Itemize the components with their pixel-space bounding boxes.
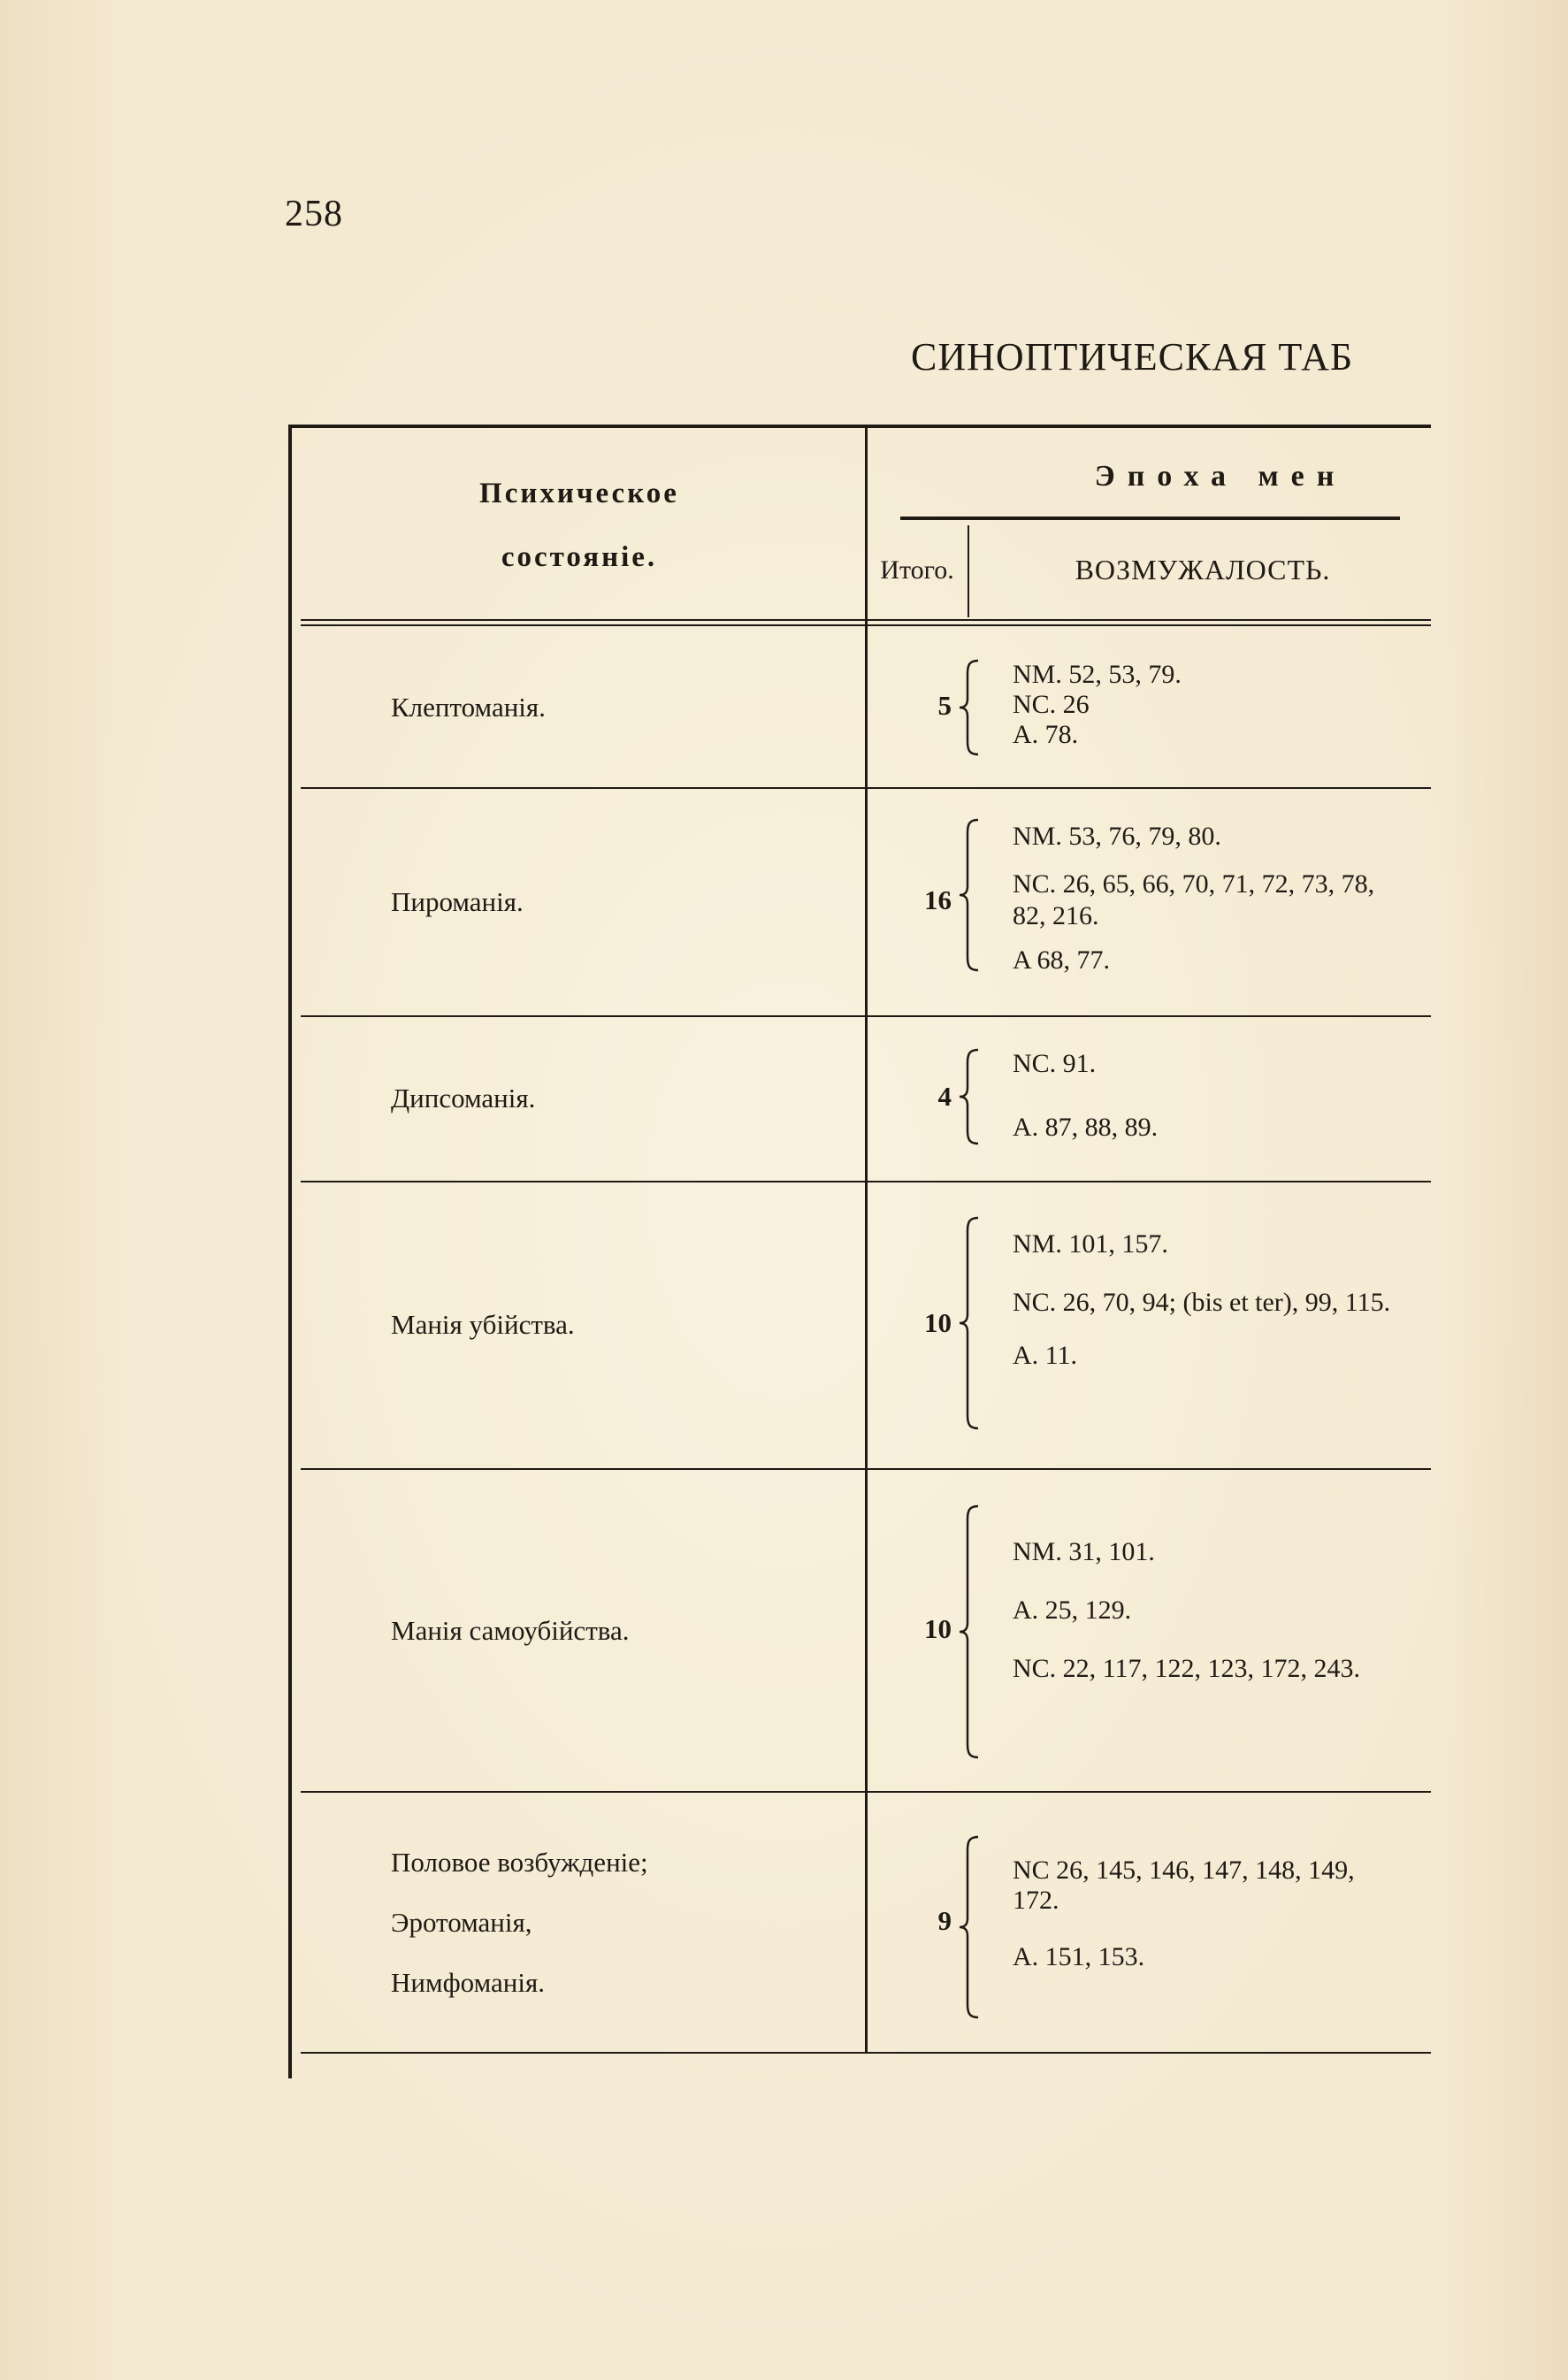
entry: A 68, 77. xyxy=(1013,945,1111,975)
entry: NC. 91. xyxy=(1013,1049,1097,1078)
table-column-divider xyxy=(865,428,868,2052)
header-mental-state-line2: состояніе. xyxy=(501,541,658,573)
entry: NC 26, 145, 146, 147, 148, 149, 172. xyxy=(1013,1856,1355,1915)
table-top-rule xyxy=(290,425,1431,428)
row-separator xyxy=(301,1791,1431,1793)
row-separator xyxy=(301,787,1431,789)
row-count: 9 xyxy=(937,1905,952,1936)
row-label: Половое возбужденіе; xyxy=(391,1847,648,1878)
entry: NM. 52, 53, 79. xyxy=(1013,660,1182,689)
row-label: Манія самоубійства. xyxy=(391,1615,630,1646)
entry: A. 78. xyxy=(1013,720,1079,749)
row-separator xyxy=(301,1015,1431,1017)
row-count: 4 xyxy=(937,1081,952,1112)
row-entries xyxy=(1013,1049,1419,1143)
brace-icon xyxy=(957,817,982,973)
page-number: 258 xyxy=(285,194,343,234)
row-separator xyxy=(301,1468,1431,1470)
row-label: Эротоманія, xyxy=(391,1907,532,1938)
entry: NC. 26, 70, 94; (bis et ter), 99, 115. xyxy=(1013,1288,1391,1317)
header-age: ВОЗМУЖАЛОСТЬ. xyxy=(1075,554,1331,585)
row-count: 10 xyxy=(924,1307,952,1338)
entry: A. 11. xyxy=(1013,1341,1078,1370)
epoch-underline xyxy=(900,517,1400,520)
entry: A. 87, 88, 89. xyxy=(1013,1113,1159,1142)
row-entries xyxy=(1013,821,1419,976)
entry: NM. 31, 101. xyxy=(1013,1537,1155,1566)
header-double-rule-a xyxy=(301,619,1431,621)
row-label: Манія убійства. xyxy=(391,1309,575,1340)
row-count: 10 xyxy=(924,1613,952,1644)
header-double-rule-b xyxy=(301,624,1431,626)
entry: A. 151, 153. xyxy=(1013,1942,1145,1971)
table-bottom-rule xyxy=(301,2052,1431,2054)
total-divider xyxy=(968,525,969,617)
running-title: СИНОПТИЧЕСКАЯ ТАБ xyxy=(911,335,1354,379)
row-separator xyxy=(301,1181,1431,1182)
table-left-rule xyxy=(288,425,292,2078)
row-count: 5 xyxy=(937,690,952,721)
entry: NC. 22, 117, 122, 123, 172, 243. xyxy=(1013,1654,1361,1683)
header-total: Итого. xyxy=(880,555,954,585)
row-entries xyxy=(1013,1229,1419,1371)
header-mental-state-line1: Психическое xyxy=(479,478,679,509)
brace-icon xyxy=(957,1215,982,1431)
entry: A. 25, 129. xyxy=(1013,1596,1132,1625)
row-entries xyxy=(1013,1856,1419,1972)
brace-icon xyxy=(957,658,982,757)
entry: NM. 101, 157. xyxy=(1013,1229,1168,1259)
brace-icon xyxy=(957,1047,982,1146)
row-label: Нимфоманія. xyxy=(391,1967,545,1998)
header-epoch: Эпоха мен xyxy=(1094,460,1347,493)
row-label: Дипсоманія. xyxy=(391,1083,536,1113)
row-count: 16 xyxy=(924,884,952,915)
entry: NC. 26, 65, 66, 70, 71, 72, 73, 78, 82, 216. xyxy=(1013,869,1375,930)
brace-icon xyxy=(957,1504,982,1760)
row-label: Пироманія. xyxy=(391,886,524,917)
row-label: Клептоманія. xyxy=(391,692,546,723)
row-entries xyxy=(1013,1537,1419,1684)
row-entries xyxy=(1013,660,1419,750)
entry: NM. 53, 76, 79, 80. xyxy=(1013,822,1221,851)
entry: NC. 26 xyxy=(1013,690,1090,719)
brace-icon xyxy=(957,1834,982,2020)
